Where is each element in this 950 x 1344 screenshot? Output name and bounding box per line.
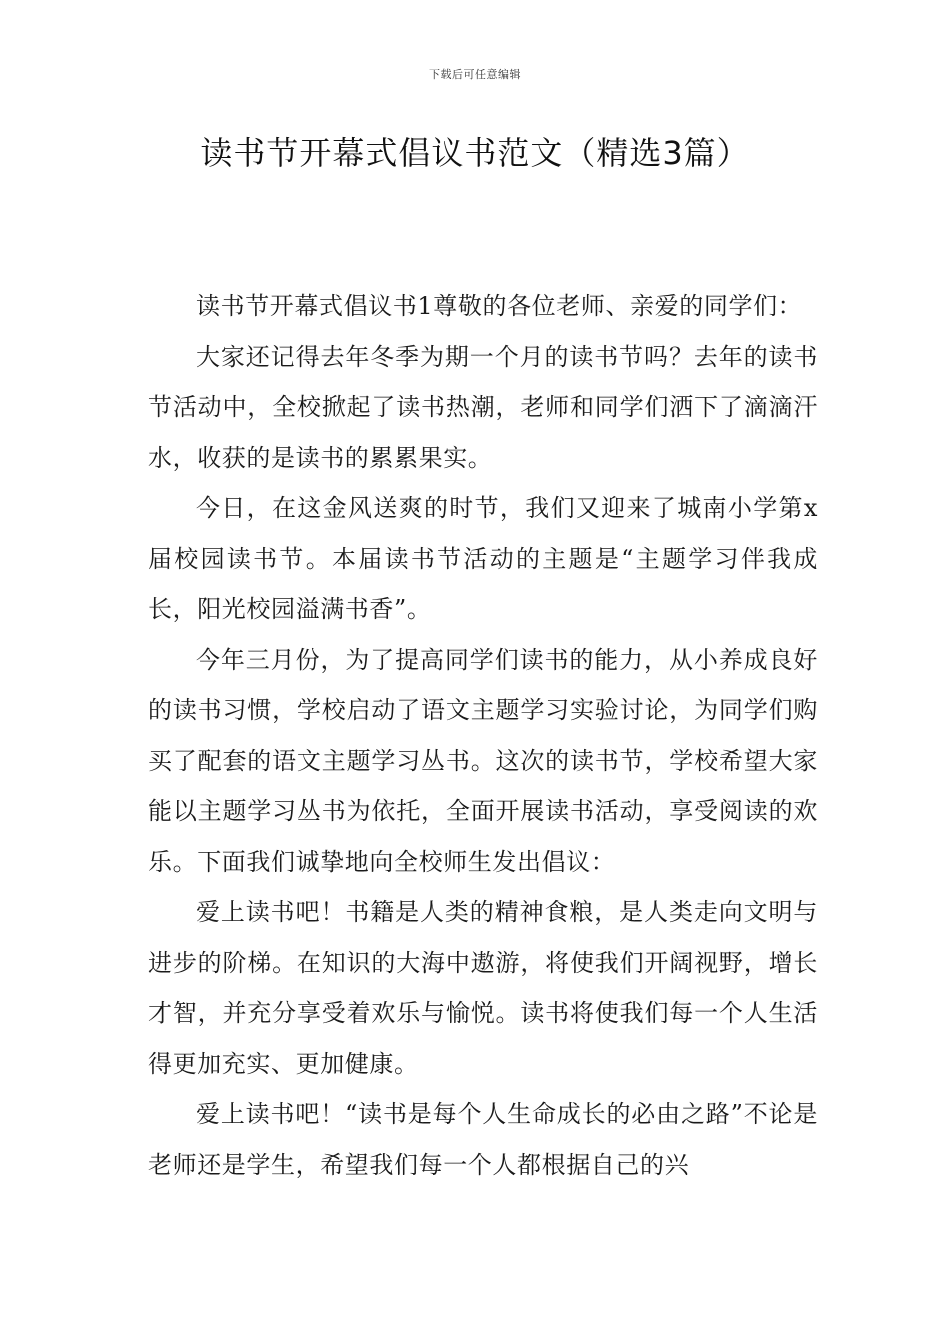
paragraph: 爱上读书吧！“读书是每个人生命成长的必由之路”不论是老师还是学生，希望我们每一个人都根据自己的兴 [148,1100,818,1179]
paragraph: 大家还记得去年冬季为期一个月的读书节吗？去年的读书节活动中，全校掀起了读书热潮，老师和同学们洒下了滴滴汗水，收获的是读书的累累果实。 [148,342,818,472]
paragraph: 爱上读书吧！书籍是人类的精神食粮，是人类走向文明与进步的阶梯。在知识的大海中遨游，将使我们开阔视野，增长才智，并充分享受着欢乐与愉悦。读书将使我们每一个人生活得更加充实、更加健康。 [148,898,818,1078]
paragraph: 今日，在这金风送爽的时节，我们又迎来了城南小学第x届校园读书节。本届读书节活动的主题是“主题学习伴我成长，阳光校园溢满书香”。 [148,494,818,623]
document-title: 读书节开幕式倡议书范文（精选3篇） [200,134,750,172]
document-body [148,281,818,1190]
paragraph: 读书节开幕式倡议书1尊敬的各位老师、亲爱的同学们： [196,292,803,320]
header-note: 下载后可任意编辑 [429,68,521,81]
paragraph: 今年三月份，为了提高同学们读书的能力，从小养成良好的读书习惯，学校启动了语文主题学习实验讨论，为同学们购买了配套的语文主题学习丛书。这次的读书节，学校希望大家能以主题学习丛书为依托，全面开展读书活动，享受阅读的欢乐。下面我们诚挚地向全校师生发出倡议： [148,645,818,876]
